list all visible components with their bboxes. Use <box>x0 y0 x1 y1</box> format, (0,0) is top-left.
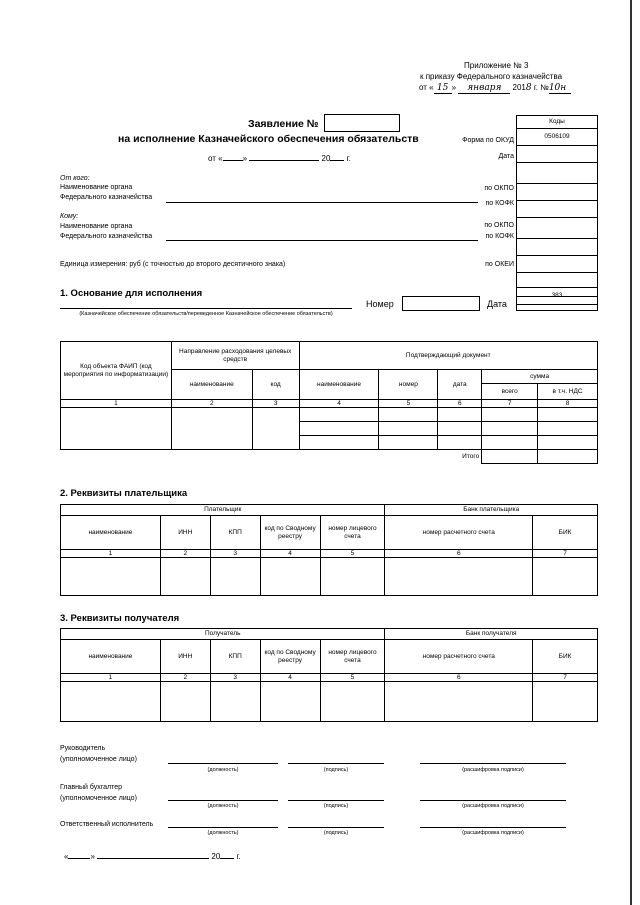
recipient-registry-cell[interactable] <box>260 682 320 722</box>
recipient-account-cell[interactable] <box>320 682 385 722</box>
total-cell[interactable] <box>482 450 538 464</box>
col-header: КПП <box>210 516 260 550</box>
basis-number-field[interactable] <box>402 296 480 311</box>
col-faip: Код объекта ФАИП (код мероприятия по информатизации) <box>61 342 172 400</box>
payer-bank-header: Банк плательщика <box>385 505 598 516</box>
spacer-cell <box>517 163 598 184</box>
number-label: Номер <box>366 299 394 309</box>
col-direction: Направление расходования целевых средств <box>171 342 299 370</box>
to-org-field[interactable] <box>166 240 478 241</box>
appendix-line1: Приложение № 3 <box>464 61 529 70</box>
col-num: 7 <box>533 674 598 682</box>
col-num: 1 <box>61 550 161 558</box>
okei-label: по ОКЕИ <box>485 261 514 268</box>
codes-header: Коды <box>517 116 598 129</box>
codes-table <box>516 115 598 305</box>
table-cell[interactable] <box>538 436 598 450</box>
from-org-field[interactable] <box>166 202 478 203</box>
recipient-bank-account-cell[interactable] <box>385 682 533 722</box>
form-day-field[interactable] <box>223 151 243 161</box>
col-header: номер лицевого счета <box>320 516 385 550</box>
head-position-field[interactable] <box>168 763 278 764</box>
caption-signature: (подпись) <box>323 803 349 809</box>
payer-bik-cell[interactable] <box>533 558 598 596</box>
kofk-label: по КОФК <box>485 233 514 240</box>
col-num: 6 <box>385 674 533 682</box>
head-decode-field[interactable] <box>420 763 566 764</box>
col-header: ИНН <box>160 516 210 550</box>
direction-name-cell[interactable] <box>171 408 252 450</box>
total-label: Итого <box>61 450 482 464</box>
section1-title: 1. Основание для исполнения <box>60 288 203 299</box>
col-header: номер расчетного счета <box>385 516 533 550</box>
table-cell[interactable] <box>438 408 482 422</box>
table-cell[interactable] <box>299 422 379 436</box>
payer-bank-account-cell[interactable] <box>385 558 533 596</box>
col-num: 2 <box>160 674 210 682</box>
payer-inn-cell[interactable] <box>160 558 210 596</box>
col-docname: наименование <box>299 370 379 400</box>
from-org-label: Наименование органа <box>60 184 133 191</box>
col-num: 4 <box>299 400 379 408</box>
col-code: код <box>252 370 299 400</box>
payer-kpp-cell[interactable] <box>210 558 260 596</box>
caption-decode: (расшифровка подписи) <box>462 803 524 809</box>
caption-position: (должность) <box>207 830 239 836</box>
to-treasury-label: Федерального казначейства <box>60 233 153 240</box>
col-header: КПП <box>210 640 260 674</box>
unit-of-measure: Единица измерения: руб (с точностью до второго десятичного знака) <box>60 261 286 268</box>
col-name: наименование <box>171 370 252 400</box>
form-year-field[interactable] <box>330 151 344 161</box>
form-month-field[interactable] <box>249 151 319 161</box>
table-cell[interactable] <box>438 422 482 436</box>
kofk-to-field[interactable] <box>517 256 598 273</box>
recipient-bik-cell[interactable] <box>533 682 598 722</box>
spacer-cell <box>517 273 598 288</box>
col-num: 2 <box>171 400 252 408</box>
table-cell[interactable] <box>482 422 538 436</box>
basis-field[interactable] <box>60 308 352 309</box>
col-num: 7 <box>533 550 598 558</box>
chief-sublabel: (уполномоченное лицо) <box>60 795 137 802</box>
date-label: Дата <box>498 153 514 160</box>
payer-account-cell[interactable] <box>320 558 385 596</box>
okpo-to-field[interactable] <box>517 239 598 256</box>
appendix-date-line: от « 15 » января 2018 г. №10н <box>419 83 571 94</box>
okei-value: 383 <box>517 288 598 305</box>
appendix-number: 10н <box>549 83 571 94</box>
caption-signature: (подпись) <box>323 767 349 773</box>
col-num: 1 <box>61 400 172 408</box>
chief-label: Главный бухгалтер <box>60 784 122 791</box>
recipient-bank-header: Банк получателя <box>385 629 598 640</box>
col-num: 7 <box>482 400 538 408</box>
col-num: 4 <box>260 674 320 682</box>
chief-decode-field[interactable] <box>420 800 566 801</box>
col-header: номер расчетного счета <box>385 640 533 674</box>
executor-label: Ответственный исполнитель <box>60 821 154 828</box>
col-header: номер лицевого счета <box>320 640 385 674</box>
col-confirm: Подтверждающий документ <box>299 342 597 370</box>
chief-position-field[interactable] <box>168 800 278 801</box>
recipient-name-cell[interactable] <box>61 682 161 722</box>
recipient-kpp-cell[interactable] <box>210 682 260 722</box>
col-total: всего <box>482 384 538 400</box>
appendix-year-digit: 8 <box>525 83 532 93</box>
section2-title: 2. Реквизиты плательщика <box>60 488 188 499</box>
caption-position: (должность) <box>207 767 239 773</box>
total-vat-cell[interactable] <box>538 450 598 464</box>
date-code-field[interactable] <box>517 146 598 163</box>
appendix-line2: к приказу Федерального казначейства <box>420 72 563 81</box>
head-label: Руководитель <box>60 745 106 752</box>
okud-label: Форма по ОКУД <box>462 137 514 144</box>
recipient-header: Получатель <box>61 629 385 640</box>
payer-table <box>60 504 598 596</box>
col-num: 8 <box>538 400 598 408</box>
payer-header: Плательщик <box>61 505 385 516</box>
date-label: Дата <box>487 299 507 309</box>
table-cell[interactable] <box>379 436 438 450</box>
col-header: БИК <box>533 640 598 674</box>
table-cell[interactable] <box>538 408 598 422</box>
okud-value: 0506109 <box>517 129 598 146</box>
col-header: БИК <box>533 516 598 550</box>
table-cell[interactable] <box>299 408 379 422</box>
col-num: 1 <box>61 674 161 682</box>
from-label: От кого: <box>60 175 90 182</box>
basis-date-field[interactable] <box>516 296 598 311</box>
head-sublabel: (уполномоченное лицо) <box>60 756 137 763</box>
col-num: 3 <box>210 550 260 558</box>
form-title: Заявление № <box>248 118 319 130</box>
caption-decode: (расшифровка подписи) <box>462 830 524 836</box>
col-vat: в т.ч. НДС <box>538 384 598 400</box>
okpo-from-field[interactable] <box>517 184 598 201</box>
spacer-cell <box>517 218 598 239</box>
recipient-inn-cell[interactable] <box>160 682 210 722</box>
col-num: 5 <box>320 674 385 682</box>
col-sum: сумма <box>482 370 598 384</box>
appendix-day: 15 <box>434 83 452 94</box>
from-treasury-label: Федерального казначейства <box>60 194 153 201</box>
caption-signature: (подпись) <box>323 830 349 836</box>
appendix-month: января <box>458 83 510 94</box>
table-cell[interactable] <box>482 408 538 422</box>
direction-code-cell[interactable] <box>252 408 299 450</box>
footer-date-line: « » 20 г. <box>64 849 241 861</box>
footer-day-field[interactable] <box>68 849 90 859</box>
col-header: наименование <box>61 640 161 674</box>
table-cell[interactable] <box>379 422 438 436</box>
section3-title: 3. Реквизиты получателя <box>60 613 180 624</box>
col-header: ИНН <box>160 640 210 674</box>
col-header: наименование <box>61 516 161 550</box>
application-number-field[interactable] <box>324 114 400 132</box>
okpo-label: по ОКПО <box>484 222 514 229</box>
kofk-from-field[interactable] <box>517 201 598 218</box>
col-num: 5 <box>379 400 438 408</box>
caption-decode: (расшифровка подписи) <box>462 767 524 773</box>
footer-year-field[interactable] <box>220 849 234 859</box>
basis-caption: (Казначейское обеспечение обязательств/переведенное Казначейское обеспечение обязательств) <box>79 311 333 317</box>
table-cell[interactable] <box>379 408 438 422</box>
scan-edge <box>630 0 632 905</box>
to-org-label: Наименование органа <box>60 223 133 230</box>
head-signature-field[interactable] <box>288 763 384 764</box>
kofk-label: по КОФК <box>485 200 514 207</box>
col-header: код по Сводному реестру <box>260 516 320 550</box>
col-num: 6 <box>438 400 482 408</box>
table-cell[interactable] <box>438 436 482 450</box>
caption-position: (должность) <box>207 803 239 809</box>
faip-cell[interactable] <box>61 408 172 450</box>
chief-signature-field[interactable] <box>288 800 384 801</box>
col-num: 3 <box>252 400 299 408</box>
col-num: 5 <box>320 550 385 558</box>
executor-signature-field[interactable] <box>288 827 384 828</box>
table-cell[interactable] <box>299 436 379 450</box>
col-date: дата <box>438 370 482 400</box>
executor-decode-field[interactable] <box>420 827 566 828</box>
col-num: 6 <box>385 550 533 558</box>
to-label: Кому: <box>60 213 79 220</box>
col-header: код по Сводному реестру <box>260 640 320 674</box>
col-number: номер <box>379 370 438 400</box>
table-cell[interactable] <box>538 422 598 436</box>
payer-name-cell[interactable] <box>61 558 161 596</box>
basis-table <box>60 341 598 464</box>
col-num: 3 <box>210 674 260 682</box>
recipient-table <box>60 628 598 722</box>
executor-position-field[interactable] <box>168 827 278 828</box>
form-date-line: от « » 20 г. <box>208 151 351 163</box>
col-num: 4 <box>260 550 320 558</box>
footer-month-field[interactable] <box>97 849 209 859</box>
col-num: 2 <box>160 550 210 558</box>
payer-registry-cell[interactable] <box>260 558 320 596</box>
okpo-label: по ОКПО <box>484 185 514 192</box>
table-cell[interactable] <box>482 436 538 450</box>
form-subtitle: на исполнение Казначейского обеспечения обязательств <box>118 133 419 145</box>
